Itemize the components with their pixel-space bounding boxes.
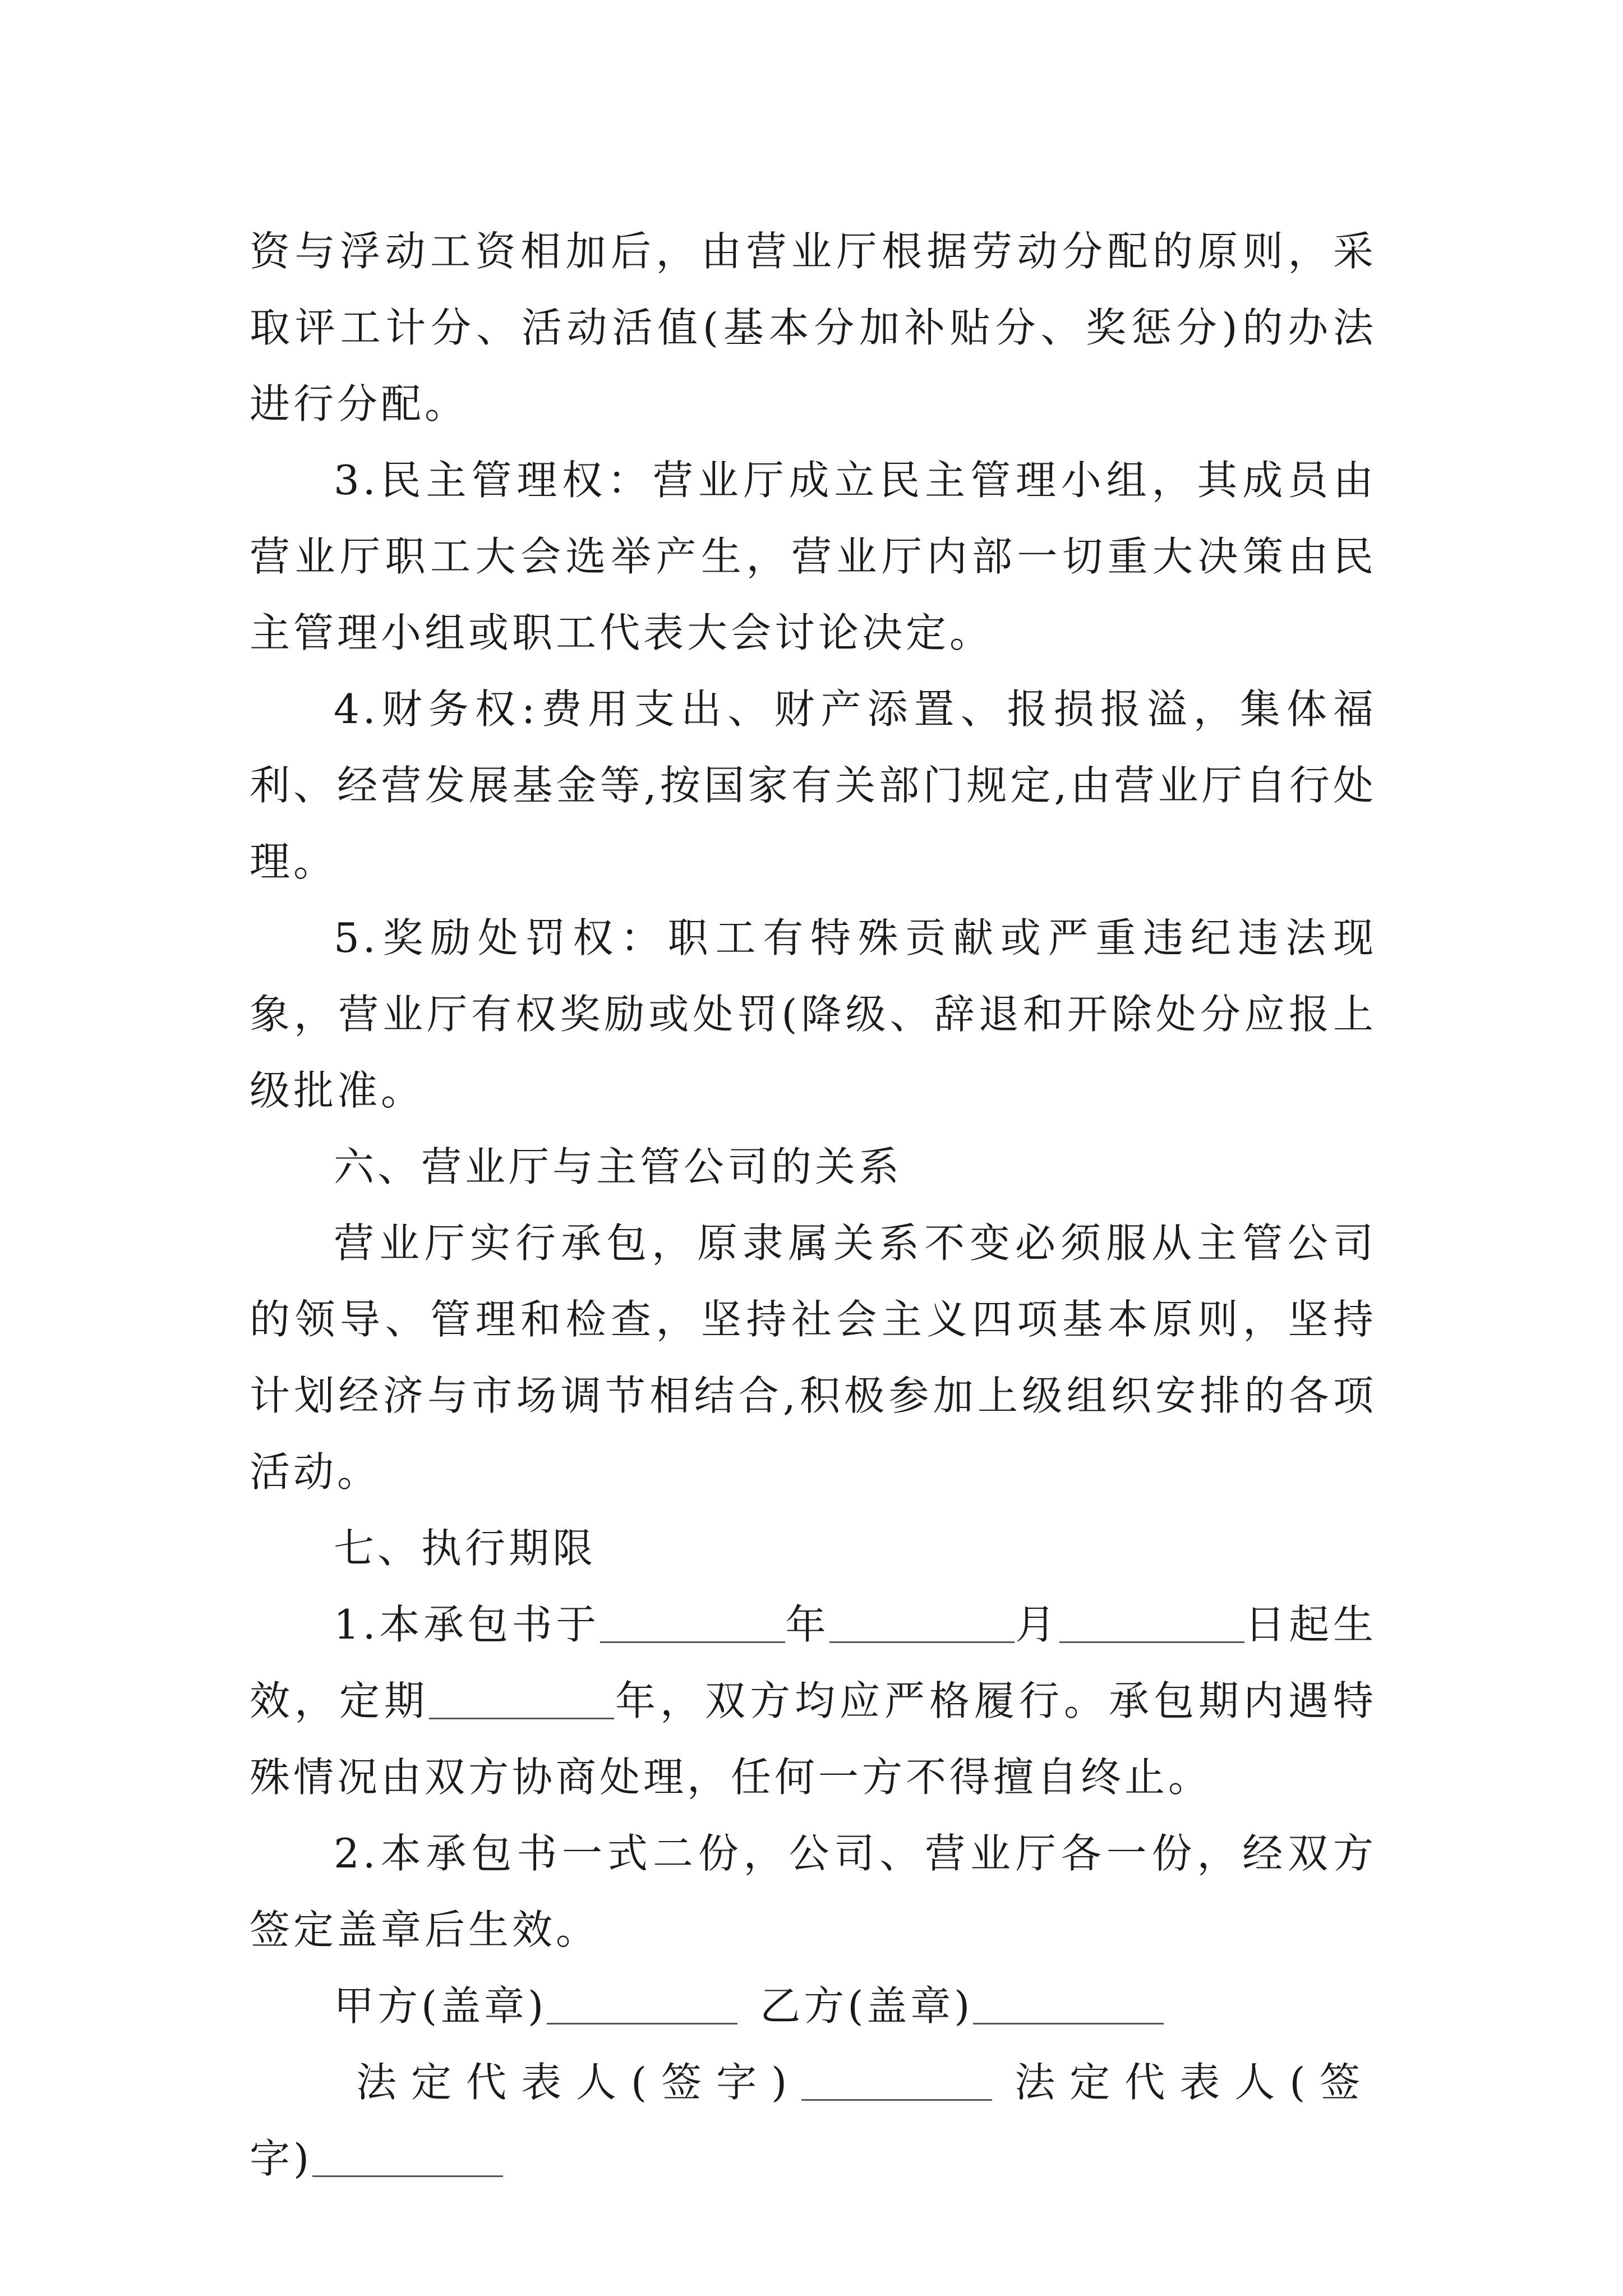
paragraph-financial-rights: 4.财务权:费用支出、财产添置、报损报溢，集体福利、经营发展基金等,按国家有关部门规定,由营业厅自行处理。 — [250, 685, 1377, 885]
year-blank[interactable] — [600, 1601, 785, 1643]
rep-b-signature-blank[interactable] — [312, 2135, 503, 2177]
paragraph-effective-date — [250, 1586, 1377, 1815]
effective-text-4: 日起生效，定期 — [250, 1601, 1377, 1724]
document-body — [250, 213, 1377, 2197]
party-b-seal-label: 乙方(盖章) — [760, 1982, 974, 2030]
representative-line — [250, 2044, 1377, 2120]
rep-b-label-part1: 法定代表人(签 — [1015, 2059, 1375, 2106]
paragraph-copies: 2.本承包书一式二份，公司、营业厅各一份，经双方签定盖章后生效。 — [250, 1830, 1377, 1953]
month-blank[interactable] — [829, 1601, 1015, 1643]
party-b-seal-blank[interactable] — [973, 1982, 1164, 2024]
rep-a-signature-blank[interactable] — [801, 2059, 992, 2101]
rep-a-label: 法定代表人(签字) — [356, 2059, 802, 2106]
paragraph-rewards-penalties: 5.奖励处罚权：职工有特殊贡献或严重违纪违法现象，营业厅有权奖励或处罚(降级、辞退和开除处分应报上级批准。 — [250, 914, 1377, 1114]
paragraph-wage-distribution: 资与浮动工资相加后，由营业厅根据劳动分配的原则，采取评工计分、活动活值(基本分加补贴分、奖惩分)的办法进行分配。 — [250, 228, 1377, 427]
representative-line-cont — [250, 2120, 1377, 2197]
effective-text-2: 年 — [785, 1601, 830, 1648]
term-years-blank[interactable] — [429, 1677, 614, 1719]
effective-text-1: 1.本承包书于 — [334, 1601, 600, 1648]
rep-b-label-part2: 字) — [250, 2135, 313, 2182]
day-blank[interactable] — [1059, 1601, 1244, 1643]
effective-text-3: 月 — [1015, 1601, 1059, 1648]
effective-text-5: 年，双方均应严格履行。承包期内遇特殊情况由双方协商处理，任何一方不得擅自终止。 — [250, 1677, 1377, 1801]
paragraph-relationship: 营业厅实行承包，原隶属关系不变必须服从主管公司的领导、管理和检查，坚持社会主义四项基本原则，坚持计划经济与市场调节相结合,积极参加上级组织安排的各项活动。 — [250, 1220, 1377, 1496]
section-heading-term: 七、执行期限 — [334, 1525, 597, 1572]
paragraph-democratic-management: 3.民主管理权：营业厅成立民主管理小组，其成员由营业厅职工大会选举产生，营业厅内部一切重大决策由民主管理小组或职工代表大会讨论决定。 — [250, 457, 1377, 656]
party-a-seal-blank[interactable] — [547, 1982, 737, 2024]
party-a-seal-label: 甲方(盖章) — [334, 1982, 547, 2030]
seal-line — [250, 1968, 1377, 2044]
section-heading-relationship: 六、营业厅与主管公司的关系 — [334, 1143, 903, 1190]
